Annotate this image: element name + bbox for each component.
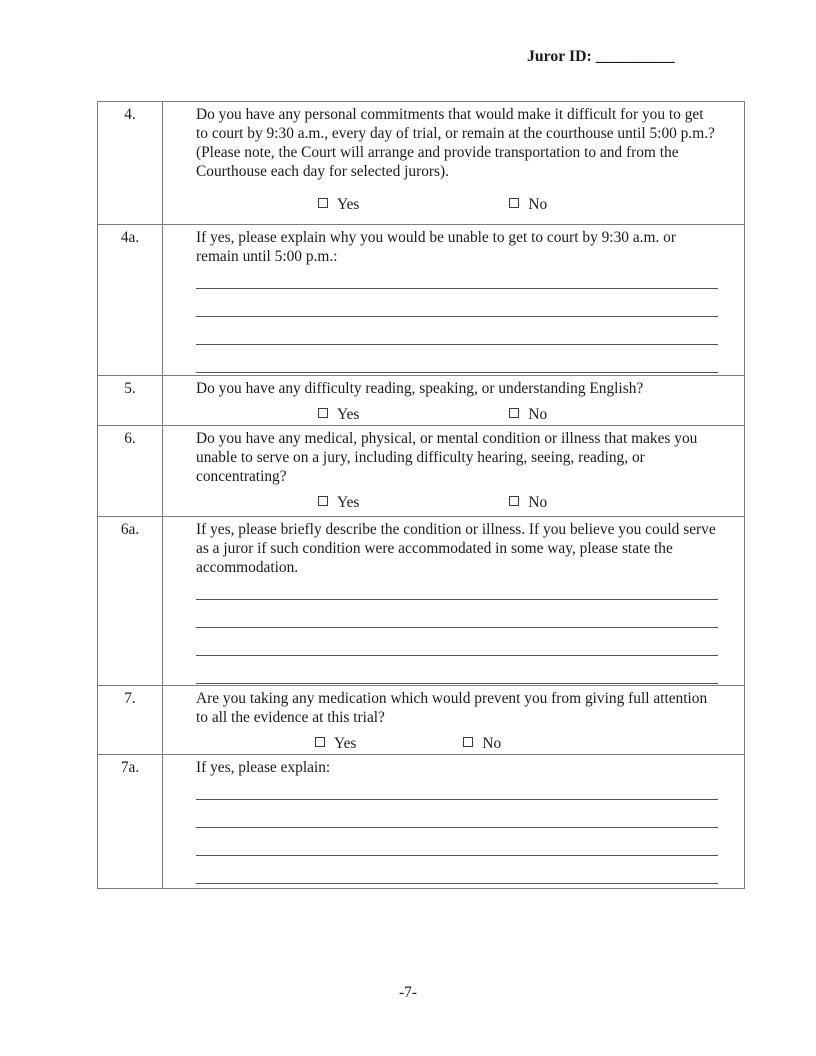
juror-id-blank[interactable]: __________ [595,48,675,65]
yes-checkbox[interactable] [318,195,359,214]
no-label: No [528,406,548,423]
table-row-q6 [98,426,744,517]
answer-line[interactable] [196,828,718,856]
answer-line[interactable] [196,345,718,373]
no-label: No [528,494,548,511]
answer-line[interactable] [196,628,718,656]
question-number: 6. [98,426,163,516]
juror-id-label: Juror ID: [527,48,592,65]
table-row-q6a [98,517,744,686]
question-number: 4. [98,102,163,224]
table-row-q5 [98,376,744,426]
question-text: If yes, please explain why you would be unable to get to court by 9:30 a.m. or remain until 5:00 p.m.: [196,229,676,265]
no-checkbox[interactable] [463,734,501,753]
checkbox-icon [315,737,325,747]
yes-checkbox[interactable] [318,493,359,512]
answer-line[interactable] [196,656,718,684]
checkbox-icon [509,496,519,506]
checkbox-icon [509,198,519,208]
no-label: No [528,196,548,213]
question-text: Do you have any personal commitments that would make it difficult for you to get to court by 9:30 a.m., every day of trial, or remain at the courthouse until 5:00 p.m.? (Please note, the Court will arrange and provide transportation to and from the Courthouse each day for selected jurors). [196,106,715,180]
checkbox-icon [318,408,328,418]
checkbox-icon [463,737,473,747]
answer-line[interactable] [196,856,718,884]
page-number: -7- [399,984,417,1001]
checkbox-icon [509,408,519,418]
yes-no-choices [315,734,718,753]
question-text: If yes, please briefly describe the condition or illness. If you believe you could serve as a juror if such condition were accommodated in some way, please state the accommodation. [196,521,716,576]
no-checkbox[interactable] [509,493,547,512]
juror-id-header [527,47,675,66]
answer-lines [196,572,718,684]
question-number: 5. [98,376,163,425]
question-text: Do you have any medical, physical, or mental condition or illness that makes you unable to serve on a jury, including difficulty hearing, seeing, reading, or concentrating? [196,430,698,485]
table-row-q4a [98,225,744,376]
table-row-q7 [98,686,744,755]
yes-label: Yes [337,406,360,423]
yes-label: Yes [334,735,357,752]
question-text: Are you taking any medication which would prevent you from giving full attention to all the evidence at this trial? [196,690,708,726]
yes-checkbox[interactable] [315,734,356,753]
answer-line[interactable] [196,800,718,828]
questionnaire-table [97,101,745,889]
no-label: No [482,735,502,752]
question-number: 7. [98,686,163,754]
answer-lines [196,772,718,884]
answer-line[interactable] [196,317,718,345]
no-checkbox[interactable] [509,195,547,214]
checkbox-icon [318,198,328,208]
question-number: 7a. [98,755,163,888]
answer-line[interactable] [196,289,718,317]
no-checkbox[interactable] [509,405,547,424]
table-row-q7a [98,755,744,888]
question-number: 6a. [98,517,163,685]
yes-no-choices [318,405,718,424]
yes-no-choices [318,493,718,512]
question-number: 4a. [98,225,163,375]
question-text: Do you have any difficulty reading, speaking, or understanding English? [196,380,644,397]
answer-lines [196,261,718,373]
yes-label: Yes [337,494,360,511]
yes-label: Yes [337,196,360,213]
yes-no-choices [318,195,718,214]
answer-line[interactable] [196,600,718,628]
yes-checkbox[interactable] [318,405,359,424]
question-text: If yes, please explain: [196,759,331,776]
checkbox-icon [318,496,328,506]
table-row-q4 [98,102,744,225]
